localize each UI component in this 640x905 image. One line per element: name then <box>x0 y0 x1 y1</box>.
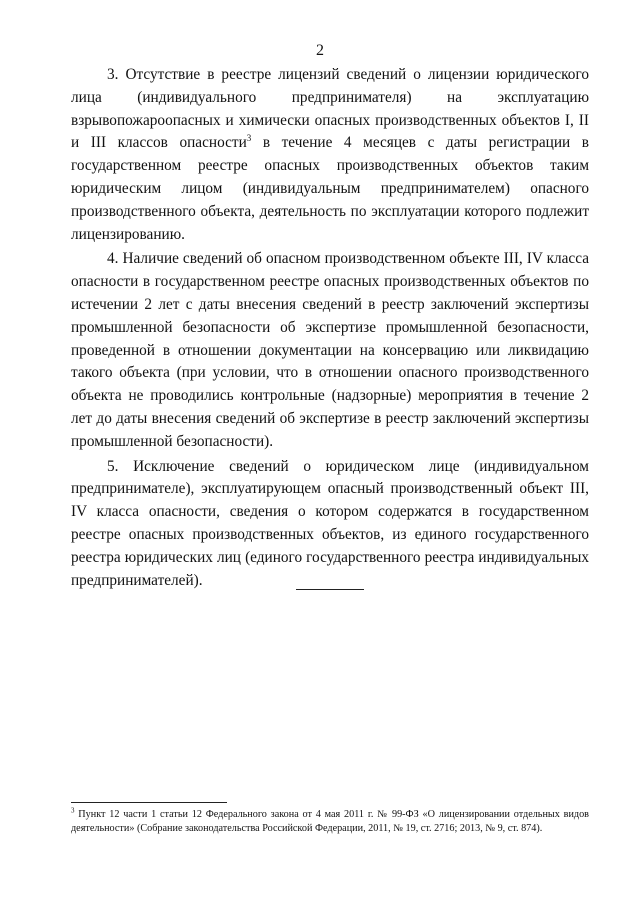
paragraph-4: 4. Наличие сведений об опасном производственном объекте III, IV класса опасности в государственном реестре опасных производственных объектов по истечении 2 лет с даты внесения сведений в реестр заключений экспертизы промышленной безопасности об экспертизе промышленной безопасности, проведенной в отношении документации на консервацию или ликвидацию такого объекта (при условии, что в отношении опасного производственного объекта не проводились контрольные (надзорные) мероприятия в течение 2 лет до даты внесения сведений об экспертизе в реестр заключений экспертизы промышленной безопасности). <box>71 250 589 450</box>
document-body <box>71 64 589 592</box>
paragraph-3-text-after-ref: в течение 4 месяцев с даты регистрации в государственном реестре опасных производственных объектов таким юридическим лицом (индивидуальным предпринимателем) опасного производственного объекта, деятельность по эксплуатации которого подлежит лицензированию. <box>71 134 589 243</box>
footnote-separator-line <box>71 802 227 803</box>
footnote-text: Пункт 12 части 1 статьи 12 Федерального закона от 4 мая 2011 г. № 99-ФЗ «О лицензировании отдельных видов деятельности» (Собрание законодательства Российской Федерации, 2011, № 19, ст. 2716; 2013, № 9, ст. 874). <box>71 809 589 834</box>
paragraph-5: 5. Исключение сведений о юридическом лице (индивидуальном предпринимателе), эксплуатирующем опасный производственный объект III, IV класса опасности, сведения о котором содержатся в государственном реестре опасных производственных объектов, из единого государственного реестра юридических лиц (единого государственного реестра индивидуальных предпринимателей). <box>71 457 589 589</box>
footnote-mark: 3 <box>71 806 75 815</box>
footnote-reference: 3 <box>246 133 252 144</box>
footnote <box>71 808 589 835</box>
page-number: 2 <box>316 42 324 59</box>
paragraph-3-text-before-ref: 3. Отсутствие в реестре лицензий сведений о лицензии юридического лица (индивидуального предпринимателя) на эксплуатацию взрывопожароопасных и химически опасных производственных объектов I, II и III классов опасности <box>71 66 589 152</box>
end-separator-line <box>296 589 364 590</box>
paragraph-3 <box>71 64 589 246</box>
